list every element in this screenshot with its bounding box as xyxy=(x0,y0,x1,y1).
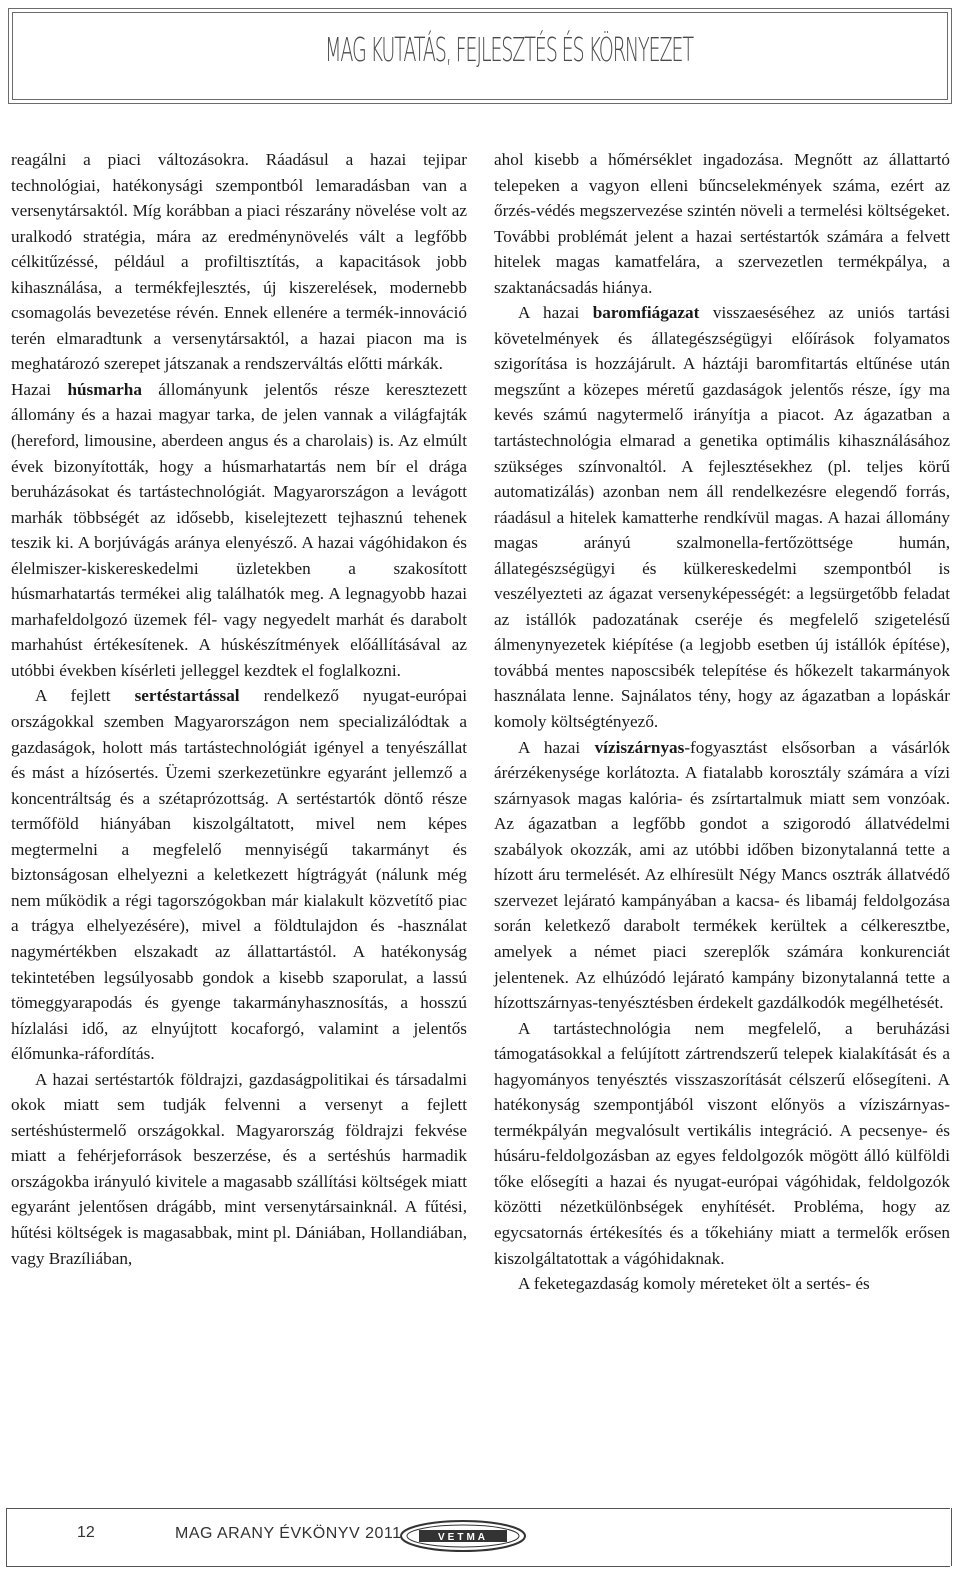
publication-name: MAG ARANY ÉVKÖNYV 2011 xyxy=(175,1525,402,1542)
paragraph xyxy=(11,377,467,684)
left-text-column xyxy=(11,147,467,1271)
text-run: A feketegazdaság komoly méreteket ölt a sertés- és xyxy=(518,1274,870,1294)
text-run: visszaeséséhez az uniós tartási követelmények és állategészségügyi előírások folyamatos szigorítása is hozzájárult. A háztáji baromfitartás eltűnése után megszűnt a közepes méretű gazdaságok jelentős része, így ma kevés számú nagytermelő irányítja a piacot. Az ágazatban a tartástechnológia elmarad a genetika optimális kihasználásához szükséges színvonaltól. A fejlesztésekhez (pl. teljes körű automatizálás) azonban nem áll rendelkezésre elegendő forrás, ráadásul a hitelek kamatterhe rendkívül magas. A hazai állomány magas arányú szalmonella-fertőzöttsége humán, állategészségügyi és külkereskedelmi szempontból is veszélyezteti az ágazat versenyképességét: a legsürgetőbb feladat az istállók padozatának cseréje és megfelelő szigetelésű álmenynyezetek kiépítése (a legjobb esetben új istállók építése), továbbá mentes naposcsibék telepítése és hőkezelt takarmányok használata lenne. Sajnálatos tény, hogy az ágazatban a lopáskár komoly költségtényező. xyxy=(494,303,950,732)
paragraph xyxy=(11,683,467,1066)
paragraph xyxy=(11,1067,467,1271)
bold-term: húsmarha xyxy=(67,379,142,399)
text-run: A fejlett xyxy=(35,686,135,706)
paragraph xyxy=(494,735,950,1016)
bold-term: víziszárnyas xyxy=(594,737,685,757)
running-header-title: MAG KUTATÁS, FEJLESZTÉS ÉS KÖRNYEZET xyxy=(325,30,693,69)
paragraph xyxy=(11,147,467,377)
text-run: A hazai xyxy=(518,303,593,323)
page-number: 12 xyxy=(77,1524,95,1541)
logo-text: VETMA xyxy=(438,1532,488,1543)
text-run: rendelkező nyugat-európai országokkal szemben Magyarországon nem specializálódtak a gazdaságok, holott más tartástechnológiát igényel a tenyészállat és mást a hízósertés. Üzemi szerkezetünkre egyaránt jellemző a koncentráltság és a szétaprózottság. A sertéstartók döntő része termőföld hiányában kiszolgáltatott, mivel nem képes megtermelni a megfelelő mennyiségű takarmányt és biztonságosan elhelyezni a keletkezett hígtrágyát (nálunk még nem működik a régi tagorszógokban már kialakult közvetítő piac a trágya elhelyezésére), mivel a földtulajdon és -használat nagymértékben elszakadt az állattartástól. A hatékonyság tekintetében legsúlyosabb gondok a kisebb szaporulat, a lassú tömeggyarapodás és gyenge takarmányhasznosítás, a hosszú hízlalási idő, az elnyújtott kocaforgó, valamint a jelentős élőmunka-ráfordítás. xyxy=(11,686,467,1064)
text-run: A hazai xyxy=(518,737,595,757)
footer-bottom-rule xyxy=(6,1566,950,1567)
paragraph xyxy=(494,1271,950,1297)
text-run: -fogyasztást elsősorban a vásárlók árérzékenysége korlátozta. A fiatalabb korosztály számára a vízi szárnyasok magas kalória- és zsírtartalmuk miatt sem vonzóak. Az ágazatban a legfőbb gondot a szigorodó állatvédelmi szabályok okozzák, ami az utóbbi időben bizonytalanná tette a hízott áru termelését. Az elhíresült Négy Mancs osztrák állatvédő szervezet lejárató kampányában a kacsa- és libamáj feldolgozása során keletkező darabolt termékek kerültek a célkeresztbe, amelyek a német piaci szereplők számára konkurenciát jelentenek. Az elhúzódó lejárató kampány bizonytalanná tette a hízottszárnyas-tenyésztésben érdekelt gazdálkodók megélhetését. xyxy=(494,737,951,1013)
text-run: ahol kisebb a hőmérséklet ingadozása. Megnőtt az állattartó telepeken a vagyon elleni bűncselekmények száma, ezért az őrzés-védés megszervezése szintén növeli a termelési költségeket. További problémát jelent a hazai sertéstartók számára a felvett hitelek magas kamatfelára, a szervezetlen termékpálya, a szaktanácsadás hiánya. xyxy=(494,150,950,297)
text-run: Hazai xyxy=(11,379,68,399)
right-text-column xyxy=(494,147,950,1297)
text-run: reagálni a piaci változásokra. Ráadásul a hazai tejipar technológiai, hatékonysági szempontból lemaradásban van a versenytársaktól. Míg korábban a piaci részarány növelése volt az uralkodó stratégia, mára az eredménynövelés vált a legfőbb célkitűzéssé, például a profiltisztítás, a kapacitások jobb kihasználása, a termékfejlesztés, új kiszerelések, modernebb csomagolás bevezetése révén. Ennek ellenére a termék-innováció terén elmaradtunk a versenytársaktól, a hazai piacon ma is meghatározó szerepet játszanak a rendszerváltás előtti márkák. xyxy=(11,150,467,374)
bold-term: baromfiágazat xyxy=(592,303,700,323)
vetma-logo xyxy=(397,1517,529,1555)
bold-term: sertéstartással xyxy=(134,686,240,706)
paragraph xyxy=(494,1016,950,1271)
text-run: állományunk jelentős része keresztezett állomány és a hazai magyar tarka, de jelen vannak a világfajták (hereford, limousine, aberdeen angus és a charolais) is. Az elmúlt évek bizonyították, hogy a húsmarhatartás nem bír el drága beruházásokat és tartástechnológiát. Magyarországon a levágott marhák többségét az idősebb, kiselejtezett tejhasznú tehenek teszik ki. A borjúvágás aránya elenyésző. A hazai vágóhidakon és élelmiszer-kiskereskedelmi üzletekben a szakosított húsmarhatartás termékei alig találhatók meg. A legnagyobb hazai marhafeldolgozó üzemek fél- vagy negyedelt marhát és darabolt marhahúst értékesítenek. A húskészítmények előállításával az utóbbi években kísérleti jelleggel kezdtek el foglalkozni. xyxy=(11,379,467,680)
paragraph xyxy=(494,300,950,734)
text-run: A tartástechnológia nem megfelelő, a beruházási támogatásokkal a felújított zártrendszerű telepek kialakítását és a hagyományos tenyésztés visszaszorítását célszerű elősegíteni. A hatékonyság szempontjából viszont előnyös a víziszárnyas-termékpályán megvalósult vertikális integráció. A pecsenye- és húsáru-feldolgozásban az egyes feldolgozók mögött álló külföldi tőke elősegíti a hazai és nyugat-európai vágóhidak, feldolgozók közötti nézetkülönbségek enyhítését. Probléma, hogy az egycsatornás értékesítés és a tőkehiány miatt a termelők erősen kiszolgáltatottak a vágóhidaknak. xyxy=(494,1018,950,1268)
paragraph xyxy=(494,147,950,300)
text-run: A hazai sertéstartók földrajzi, gazdaságpolitikai és társadalmi okok miatt sem tudják felvenni a versenyt a fejlett sertéshústermelő országokkal. Magyarország földrajzi fekvése miatt a fehérjeforrások beszerzése, és a sertéshús harmadik országokba irányuló kivitele a magasabb szállítási költségek miatt egyaránt jelentősen drágább, mint versenytársainknál. A fűtési, hűtési költségek is magasabbak, mint pl. Dániában, Hollandiában, vagy Brazíliában, xyxy=(11,1069,467,1268)
